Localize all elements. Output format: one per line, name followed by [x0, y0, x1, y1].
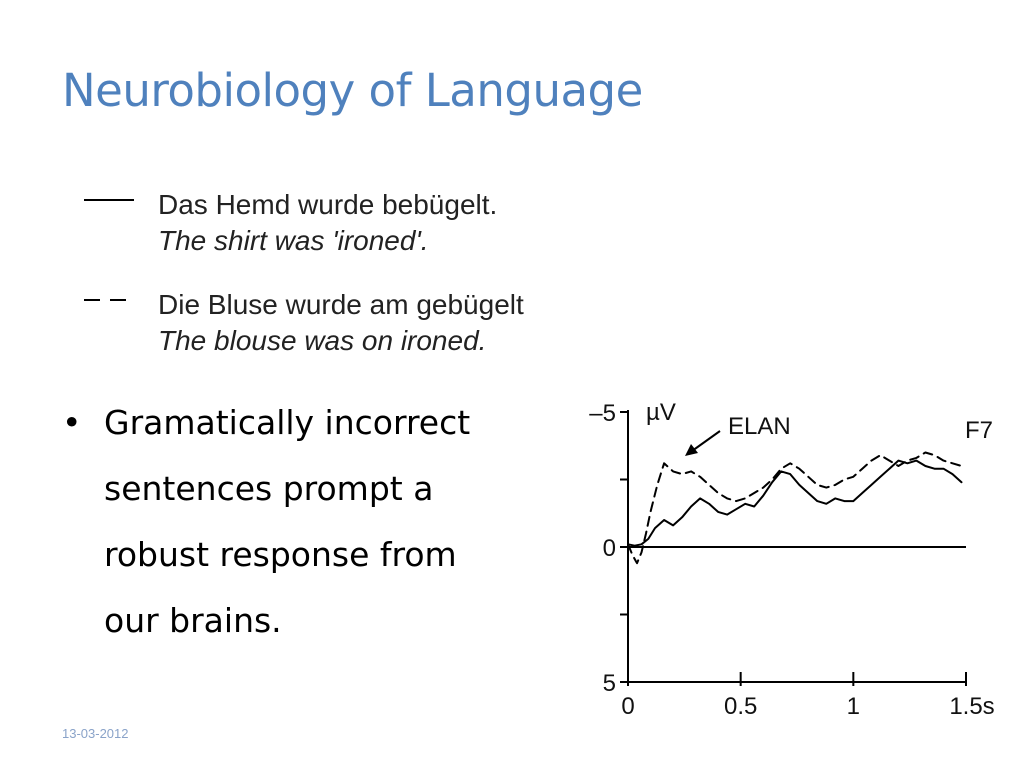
bullet-text: [60, 390, 470, 654]
x-tick-label: 0: [621, 693, 635, 720]
bullet-line-text: Gramatically incorrect: [104, 403, 471, 442]
legend-gloss: The blouse was on ironed.: [158, 325, 487, 356]
x-tick-label: 0.5: [723, 693, 758, 720]
y-tick-label: 0: [602, 535, 616, 562]
x-tick-label: 1: [846, 693, 861, 720]
solid-line-swatch: [84, 199, 134, 201]
y-tick-label: 5: [602, 670, 616, 697]
legend-sentence: Die Bluse wurde am gebügelt: [158, 289, 524, 320]
footer-date: 13-03-2012: [62, 726, 129, 741]
elan-arrow-head: [685, 444, 698, 456]
slide-title: Neurobiology of Language: [62, 64, 643, 117]
elan-arrow: [685, 431, 720, 456]
bullet-dot-icon: •: [62, 403, 82, 442]
legend-text-correct: [158, 187, 497, 259]
legend-sentence: Das Hemd wurde bebügelt.: [158, 189, 498, 220]
bullet-line: [60, 390, 470, 456]
x-tick-label: 1.5s: [949, 693, 995, 720]
elan-annotation: ELAN: [728, 413, 791, 440]
erp-chart: [560, 380, 1010, 730]
electrode-label: F7: [965, 417, 994, 444]
dashed-line-swatch: [84, 299, 134, 301]
elan-arrow-line: [692, 431, 720, 451]
y-tick-label: –5: [589, 400, 616, 427]
chart-axes: [589, 400, 994, 720]
legend-gloss: The shirt was 'ironed'.: [158, 225, 429, 256]
bullet-line: sentences prompt a: [104, 469, 434, 508]
bullet-line: robust response from: [104, 535, 457, 574]
bullet-line: our brains.: [104, 601, 282, 640]
legend-text-incorrect: [158, 287, 524, 359]
y-axis-unit-label: µV: [646, 399, 676, 426]
